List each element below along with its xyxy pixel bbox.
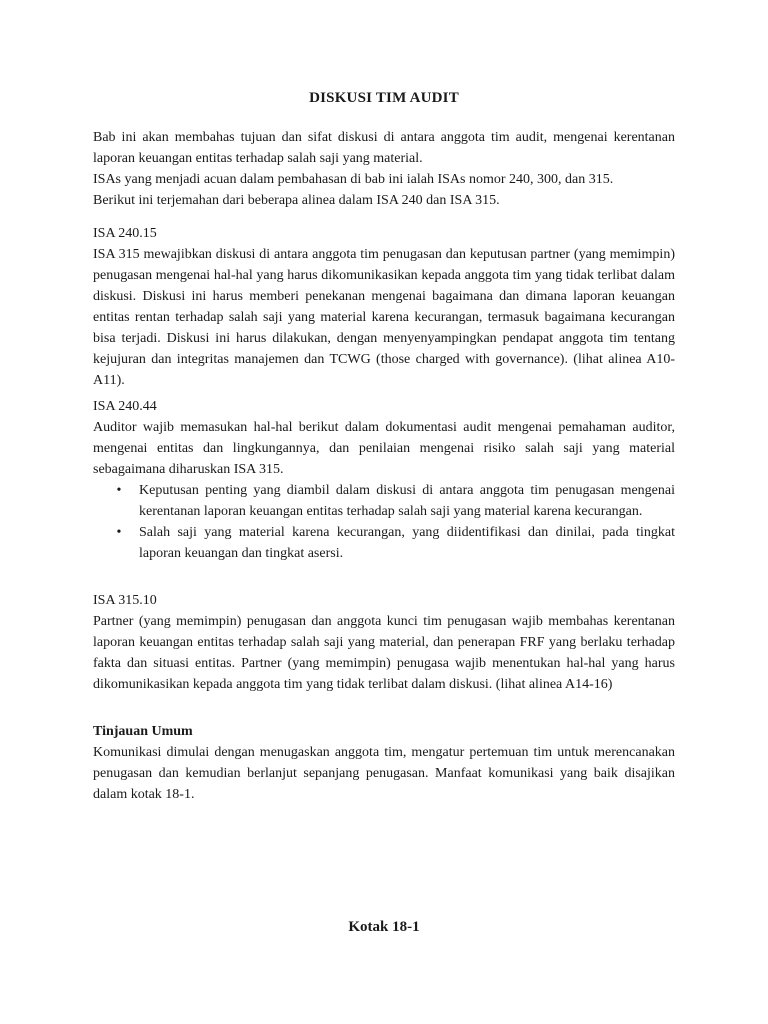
section-body: Komunikasi dimulai dengan menugaskan anggota tim, mengatur pertemuan tim untuk merencanakan penugasan dan kemudian berlanjut sepanjang penugasan. Manfaat komunikasi yang baik disajikan dalam kotak 18-1. bbox=[93, 745, 675, 802]
list-item bbox=[93, 480, 675, 522]
section-body: Auditor wajib memasukan hal-hal berikut dalam dokumentasi audit mengenai pemahaman auditor, mengenai entitas dan lingkungannya, dan penilaian mengenai risiko salah saji yang material sebagaimana diharuskan ISA 315. bbox=[93, 420, 675, 477]
list-item-text: Salah saji yang material karena kecurangan, yang diidentifikasi dan dinilai, pada tingkat laporan keuangan dan tingkat asersi. bbox=[139, 525, 675, 561]
section-isa-240-44 bbox=[93, 396, 675, 564]
intro-translation-line: Berikut ini terjemahan dari beberapa alinea dalam ISA 240 dan ISA 315. bbox=[93, 193, 500, 208]
list-item-text: Keputusan penting yang diambil dalam diskusi di antara anggota tim penugasan mengenai kerentanan laporan keuangan entitas terhadap salah saji yang material karena kecurangan. bbox=[139, 483, 675, 519]
list-item bbox=[93, 522, 675, 564]
intro-block bbox=[93, 127, 675, 211]
section-heading: ISA 240.44 bbox=[93, 399, 157, 414]
document-title: DISKUSI TIM AUDIT bbox=[309, 90, 459, 106]
bullet-icon: • bbox=[116, 525, 122, 540]
section-isa-240-15 bbox=[93, 223, 675, 391]
section-heading: Tinjauan Umum bbox=[93, 724, 193, 739]
box-caption: Kotak 18-1 bbox=[348, 919, 420, 935]
bullet-list bbox=[93, 480, 675, 564]
intro-paragraph: Bab ini akan membahas tujuan dan sifat diskusi di antara anggota tim audit, mengenai kerentanan laporan keuangan entitas terhadap salah saji yang material. bbox=[93, 130, 675, 166]
section-body: Partner (yang memimpin) penugasan dan anggota kunci tim penugasan wajib membahas kerentanan laporan keuangan entitas terhadap salah saji yang material, dan penerapan FRF yang berlaku terhadap fakta dan situasi entitas. Partner (yang memimpin) penugasa wajib menentukan hal-hal yang harus dikomunikasikan kepada anggota tim yang tidak terlibat dalam diskusi. (lihat alinea A14-16) bbox=[93, 614, 675, 692]
section-heading: ISA 315.10 bbox=[93, 593, 157, 608]
section-heading: ISA 240.15 bbox=[93, 226, 157, 241]
section-isa-315-10 bbox=[93, 590, 675, 695]
bullet-icon: • bbox=[116, 483, 122, 498]
intro-isas-line: ISAs yang menjadi acuan dalam pembahasan di bab ini ialah ISAs nomor 240, 300, dan 315. bbox=[93, 172, 614, 187]
section-body: ISA 315 mewajibkan diskusi di antara anggota tim penugasan dan keputusan partner (yang memimpin) penugasan mengenai hal-hal yang harus dikomunikasikan kepada anggota tim yang tidak terlibat dalam diskusi. Diskusi ini harus memberi penekanan mengenai bagaimana dan dimana laporan keuangan entitas rentan terhadap salah saji yang material karena kecurangan, termasuk bagaimana kecurangan bisa terjadi. Diskusi ini harus dilakukan, dengan menyenyampingkan pendapat anggota tim tentang kejujuran dan integritas manajemen dan TCWG (those charged with governance). (lihat alinea A10-A11). bbox=[93, 247, 675, 388]
section-tinjauan-umum bbox=[93, 721, 675, 805]
